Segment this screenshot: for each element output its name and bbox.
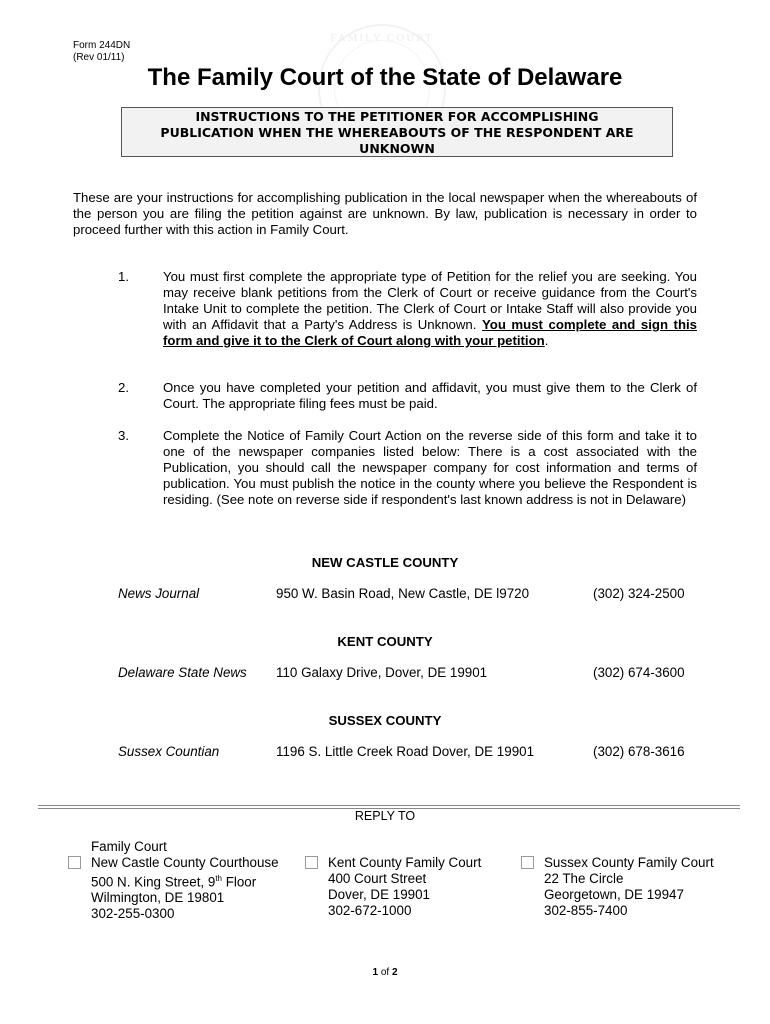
location-name: New Castle County Courthouse xyxy=(91,855,279,870)
step-number: 3. xyxy=(118,428,129,443)
county-heading: NEW CASTLE COUNTY xyxy=(311,555,459,570)
reply-heading: Family Court xyxy=(91,839,167,854)
newspaper-name: Sussex Countian xyxy=(118,744,220,759)
instructions-title-box xyxy=(121,107,673,157)
newspaper-name: News Journal xyxy=(118,586,200,601)
instructions-title-line-1: INSTRUCTIONS TO THE PETITIONER FOR ACCOMPLISHING xyxy=(195,109,599,124)
location-street: 400 Court Street xyxy=(328,871,427,886)
location-street: 22 The Circle xyxy=(544,871,624,886)
step-body: You must first complete the appropriate type of Petition for the relief you are seeking. You may receive blank petitions from the Clerk of Court or receive guidance from the Court's Intake Unit to complete the petition. The Clerk of Court or Intake Staff will also provide you with an Affidavit that a Party's Address is Unknown. xyxy=(163,269,697,332)
location-name: Kent County Family Court xyxy=(328,855,482,870)
newspaper-phone: (302) 678-3616 xyxy=(593,744,685,759)
kent-checkbox[interactable] xyxy=(305,856,318,869)
page-title: The Family Court of the State of Delaware xyxy=(147,64,623,91)
location-phone: 302-255-0300 xyxy=(91,906,175,922)
page-number: 1 of 2 xyxy=(372,967,398,978)
newspaper-address: 1196 S. Little Creek Road Dover, DE 19901 xyxy=(276,744,535,759)
form-id xyxy=(73,40,130,64)
county-heading: SUSSEX COUNTY xyxy=(328,713,442,728)
reply-location-kent xyxy=(328,855,481,919)
step-number: 2. xyxy=(118,380,129,395)
intro-paragraph: These are your instructions for accomplishing publication in the local newspaper when the whereabouts of the person you are filing the petition against are unknown. By law, publication is necessary in order to proceed further with this action in Family Court. xyxy=(73,190,697,237)
location-street: 500 N. King Street, 9th Floor xyxy=(91,874,257,890)
step-text: Complete the Notice of Family Court Action on the reverse side of this form and take it to one of the newspaper companies listed below: There is a cost associated with the Publication, you should call the newspaper company for cost information and terms of publication. You must publish the notice in the county where you believe the Respondent is residing. (See note on reverse side if respondent's last known address is not in Delaware) xyxy=(163,428,697,507)
instructions-title-line-2: PUBLICATION WHEN THE WHEREABOUTS OF THE RESPONDENT ARE xyxy=(160,125,634,140)
step-number: 1. xyxy=(118,269,129,284)
step-emphasis: You must complete and sign this form and give it to the Clerk of Court along with your petition xyxy=(163,317,697,348)
newspaper-phone: (302) 674-3600 xyxy=(593,665,685,680)
newspaper-address: 110 Galaxy Drive, Dover, DE 19901 xyxy=(276,665,488,680)
county-heading: KENT COUNTY xyxy=(337,634,433,649)
location-phone: 302-672-1000 xyxy=(328,903,412,918)
step-text: Once you have completed your petition and affidavit, you must give them to the Clerk of Court. The appropriate filing fees must be paid. xyxy=(163,380,697,411)
location-name: Sussex County Family Court xyxy=(544,855,714,870)
form-revision: (Rev 01/11) xyxy=(73,52,125,63)
step-text: You must first complete the appropriate type of Petition for the relief you are seeking. You may receive blank petitions from the Clerk of Court or receive guidance from the Court's Intake Unit to complete the petition. The Clerk of Court or Intake Staff will also provide you with an Affidavit that a Party's Address is Unknown. You must complete and sign this form and give it to the Clerk of Court along with your petition. xyxy=(163,269,697,348)
reply-location-sussex xyxy=(544,855,714,919)
location-city: Georgetown, DE 19947 xyxy=(544,887,684,902)
reply-location-new-castle xyxy=(91,855,279,922)
location-city: Dover, DE 19901 xyxy=(328,887,430,902)
newspaper-phone: (302) 324-2500 xyxy=(593,586,685,601)
newspaper-address: 950 W. Basin Road, New Castle, DE l9720 xyxy=(276,586,530,601)
instructions-title-line-3: UNKNOWN xyxy=(359,141,435,156)
reply-to-label: REPLY TO xyxy=(354,809,416,823)
section-divider xyxy=(38,805,740,806)
newspaper-name: Delaware State News xyxy=(118,665,247,680)
seal-text: FAMILY COURT xyxy=(330,32,434,44)
form-number: Form 244DN xyxy=(73,40,131,51)
location-phone: 302-855-7400 xyxy=(544,903,628,918)
location-city: Wilmington, DE 19801 xyxy=(91,890,225,906)
sussex-checkbox[interactable] xyxy=(521,856,534,869)
new-castle-checkbox[interactable] xyxy=(68,856,81,869)
